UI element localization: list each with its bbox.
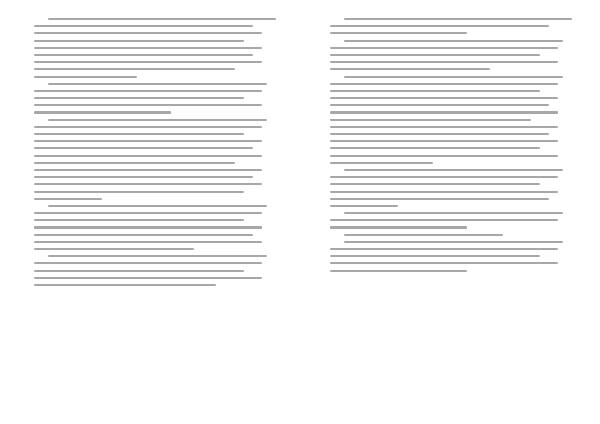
text-line [34,97,244,99]
text-line [330,126,558,128]
text-column-right [330,18,558,277]
text-line [34,32,262,34]
paragraph [330,40,558,71]
text-line [330,205,398,207]
text-line [34,191,244,193]
text-line [330,155,558,157]
text-line [34,90,262,92]
text-line [34,198,102,200]
text-line [330,191,558,193]
text-line [34,169,262,171]
text-line [330,133,549,135]
text-line [34,147,253,149]
text-line [330,104,549,106]
text-line [34,226,262,228]
text-line [344,76,563,78]
text-line [330,54,540,56]
paragraph [34,119,262,200]
text-line [330,176,558,178]
text-line [330,90,540,92]
text-line [34,61,262,63]
text-line [344,40,563,42]
text-line [34,76,137,78]
text-line [330,140,558,142]
text-line [330,61,558,63]
paragraph [330,212,558,228]
text-line [330,248,558,250]
text-line [34,234,253,236]
text-line [330,47,558,49]
text-line [34,241,262,243]
text-line [34,111,171,113]
text-line [34,54,253,56]
text-line [34,162,235,164]
text-line [34,25,253,27]
text-line [330,198,549,200]
text-line [48,119,267,121]
text-line [34,126,262,128]
text-line [34,284,216,286]
text-line [330,68,490,70]
text-line [34,68,235,70]
text-line [344,241,563,243]
text-line [330,83,558,85]
text-line [34,133,244,135]
text-line [34,176,253,178]
text-line [330,183,540,185]
text-line [34,104,262,106]
paragraph [330,241,558,272]
text-line [48,255,267,257]
text-line [330,32,467,34]
text-line [34,183,262,185]
paragraph [330,234,558,236]
text-line [34,219,244,221]
text-column-left [34,18,262,291]
text-line [330,111,558,113]
paragraph [330,169,558,207]
text-line [330,270,467,272]
paragraph [34,205,262,250]
text-line [344,212,563,214]
text-line [330,219,558,221]
paragraph [34,255,262,286]
text-line [48,205,267,207]
text-line [34,262,262,264]
text-line [330,147,540,149]
text-line [330,25,549,27]
text-line [344,234,504,236]
text-line [48,18,276,20]
text-line [34,47,262,49]
paragraph [34,83,262,114]
text-line [34,270,244,272]
text-line [34,212,262,214]
text-line [344,169,563,171]
text-line [34,277,262,279]
paragraph [330,76,558,164]
text-line [34,155,262,157]
text-line [330,226,467,228]
paragraph [34,18,262,78]
text-line [34,140,262,142]
text-line [330,97,558,99]
text-line [330,262,558,264]
text-line [48,83,267,85]
text-line [34,248,194,250]
text-line [344,18,572,20]
text-line [330,255,540,257]
text-line [330,162,433,164]
paragraph [330,18,558,34]
text-line [34,40,244,42]
text-line [330,119,531,121]
